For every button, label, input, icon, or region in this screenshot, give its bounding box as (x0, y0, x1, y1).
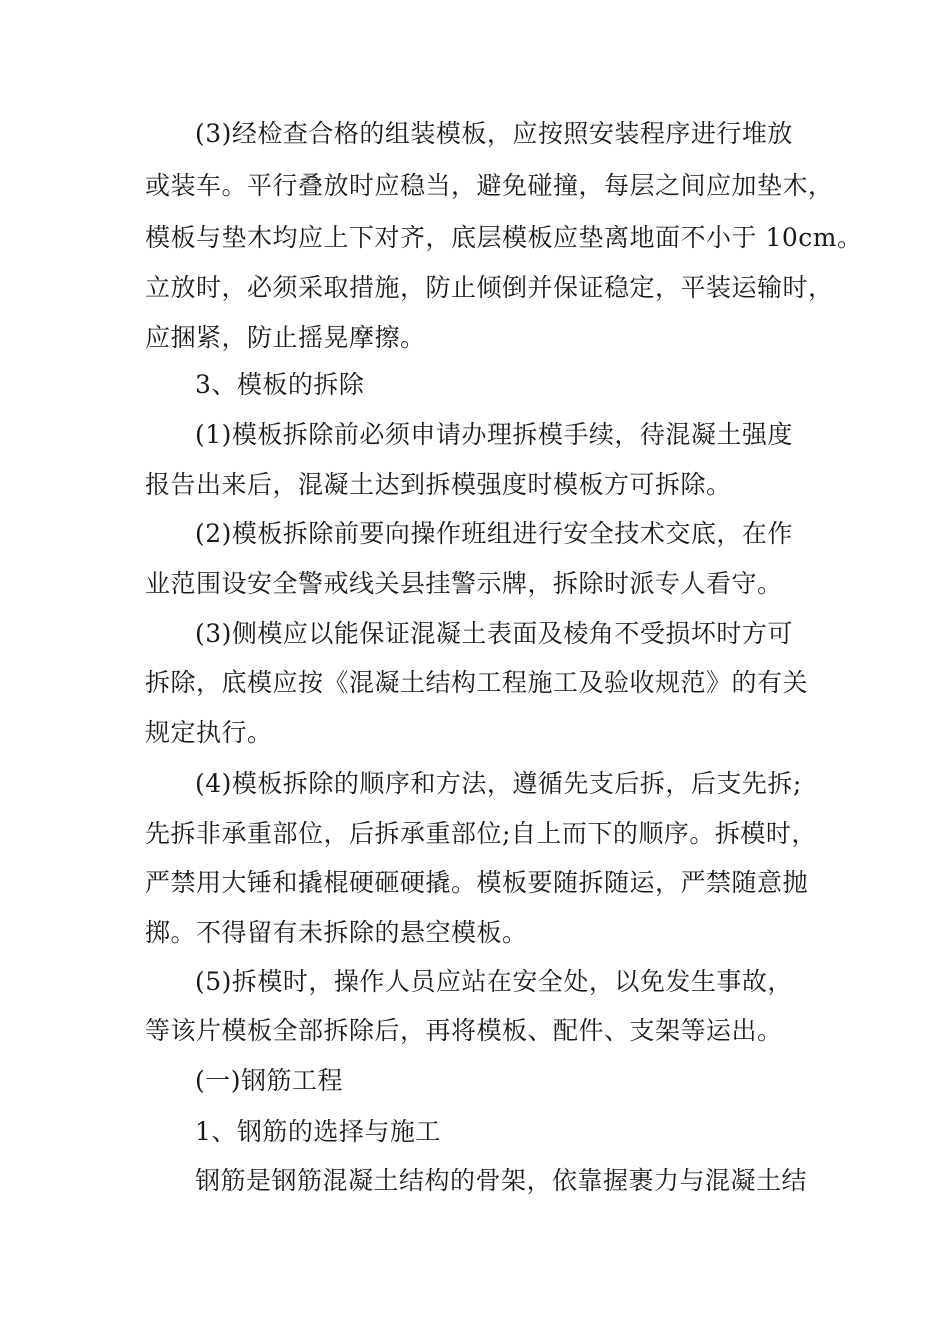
paragraph-line: 应捆紧，防止摇晃摩擦。 (145, 323, 426, 352)
paragraph-line: 掷。不得留有未拆除的悬空模板。 (145, 918, 528, 947)
paragraph-line: 或装车。平行叠放时应稳当，避免碰撞，每层之间应加垫木， (145, 171, 834, 200)
paragraph-line: 钢筋是钢筋混凝土结构的骨架，依靠握裹力与混凝土结 (195, 1166, 808, 1195)
paragraph-line: (4)模板拆除的顺序和方法，遵循先支后拆，后支先拆; (195, 769, 802, 798)
section-heading: (一)钢筋工程 (195, 1066, 344, 1095)
section-heading: 1、钢筋的选择与施工 (195, 1117, 441, 1146)
paragraph-line: (3)经检查合格的组装模板，应按照安装程序进行堆放 (195, 119, 793, 148)
paragraph-line: 严禁用大锤和撬棍硬砸硬撬。模板要随拆随运，严禁随意抛 (145, 868, 809, 897)
paragraph-line: 等该片模板全部拆除后，再将模板、配件、支架等运出。 (145, 1016, 783, 1045)
paragraph-line: 报告出来后，混凝土达到拆模强度时模板方可拆除。 (145, 470, 732, 499)
paragraph-line: (3)侧模应以能保证混凝土表面及棱角不受损坏时方可 (195, 619, 793, 648)
paragraph-line: (2)模板拆除前要向操作班组进行安全技术交底，在作 (195, 519, 793, 548)
paragraph-line: 业范围设安全警戒线关县挂警示牌，拆除时派专人看守。 (145, 569, 783, 598)
paragraph-line: 模板与垫木均应上下对齐，底层模板应垫离地面不小于 10cm。 (145, 223, 863, 252)
paragraph-line: 先拆非承重部位，后拆承重部位;自上而下的顺序。拆模时， (145, 819, 817, 848)
paragraph-line: 拆除，底模应按《混凝土结构工程施工及验收规范》的有关 (145, 668, 809, 697)
paragraph-line: (1)模板拆除前必须申请办理拆模手续，待混凝土强度 (195, 420, 793, 449)
paragraph-line: 规定执行。 (145, 718, 273, 747)
paragraph-line: (5)拆模时，操作人员应站在安全处，以免发生事故， (195, 967, 793, 996)
paragraph-line: 立放时，必须采取措施，防止倾倒并保证稳定，平装运输时， (145, 273, 834, 302)
section-heading: 3、模板的拆除 (195, 370, 365, 399)
